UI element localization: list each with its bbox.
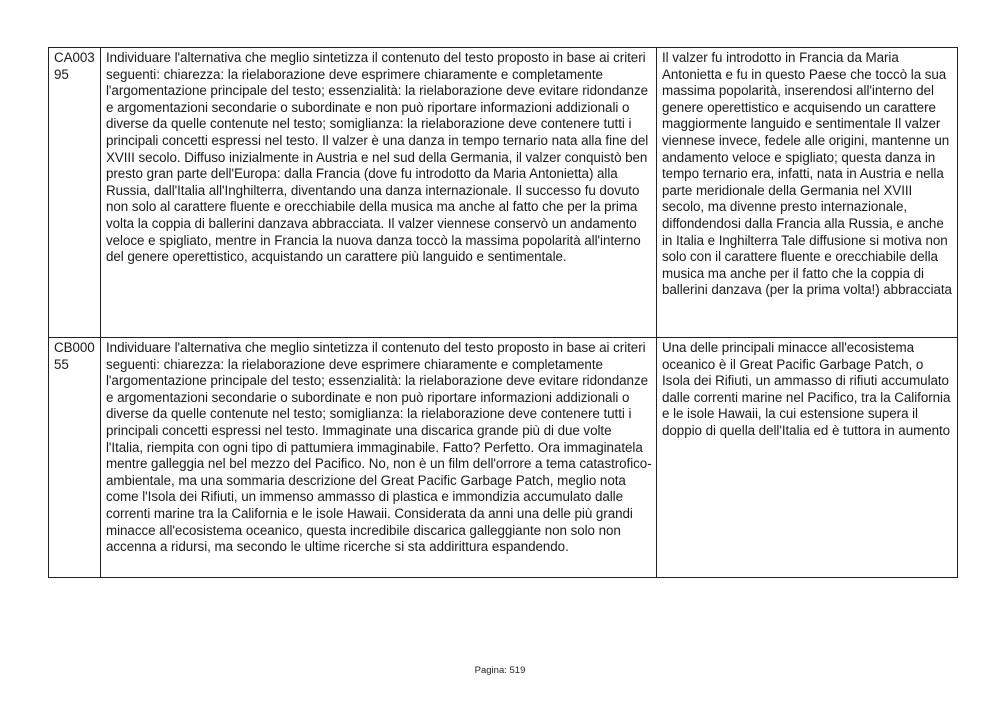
table-row	[49, 338, 958, 578]
question-text: Individuare l'alternativa che meglio sintetizza il contenuto del testo proposto in base ai criteri seguenti: chiarezza: la rielaborazione deve esprimere chiaramente e completamente l'argomentazione principale del testo; essenzialità: la rielaborazione deve evitare ridondanze e argomentazioni secondarie o subordinate e non può riportare informazioni addizionali o diverse da quelle contenute nel testo; somiglianza: la rielaborazione deve contenere tutti i principali concetti espressi nel testo. Il valzer è una danza in tempo ternario nata alla fine del XVIII secolo. Diffuso inizialmente in Austria e nel sud della Germania, il valzer conquistò ben presto gran parte dell'Europa: dalla Francia (dove fu introdotto da Maria Antonietta) alla Russia, dall'Italia all'Inghilterra, diventando una danza internazionale. Il successo fu dovuto non solo al carattere fluente e orecchiabile della musica ma anche al fatto che per la prima volta la coppia di ballerini danzava abbracciata. Il valzer viennese conservò un andamento veloce e spigliato, mentre in Francia la nuova danza toccò la massima popolarità all'interno del genere operettistico, acquistando un carattere più languido e sentimentale.	[101, 48, 657, 338]
question-code: CB00055	[49, 338, 101, 578]
page-number: Pagina: 519	[474, 665, 526, 676]
answer-text: Il valzer fu introdotto in Francia da Maria Antonietta e fu in questo Paese che toccò la sua massima popolarità, inserendosi all'interno del genere operettistico e acquisendo un carattere maggiormente languido e sentimentale Il valzer viennese invece, fedele alle origini, mantenne un andamento veloce e spigliato; questa danza in tempo ternario era, infatti, nata in Austria e nella parte meridionale della Germania nel XVIII secolo, ma divenne presto internazionale, diffondendosi dalla Francia alla Russia, e anche in Italia e Inghilterra Tale diffusione si motiva non solo con il carattere fluente e orecchiabile della musica ma anche per il fatto che la coppia di ballerini danzava (per la prima volta!) abbracciata	[657, 48, 958, 338]
question-code: CA00395	[49, 48, 101, 338]
table-row	[49, 48, 958, 338]
answer-text: Una delle principali minacce all'ecosistema oceanico è il Great Pacific Garbage Patch, o Isola dei Rifiuti, un ammasso di rifiuti accumulato dalle correnti marine nel Pacifico, tra la California e le isole Hawaii, la cui estensione supera il doppio di quella dell'Italia ed è tuttora in aumento	[657, 338, 958, 578]
questions-table	[48, 47, 958, 578]
question-text: Individuare l'alternativa che meglio sintetizza il contenuto del testo proposto in base ai criteri seguenti: chiarezza: la rielaborazione deve esprimere chiaramente e completamente l'argomentazione principale del testo; essenzialità: la rielaborazione deve evitare ridondanze e argomentazioni secondarie o subordinate e non può riportare informazioni addizionali o diverse da quelle contenute nel testo; somiglianza: la rielaborazione deve contenere tutti i principali concetti espressi nel testo. Immaginate una discarica grande più di due volte l'Italia, riempita con ogni tipo di pattumiera immaginabile. Fatto? Perfetto. Ora immaginatela mentre galleggia nel bel mezzo del Pacifico. No, non è un film dell'orrore a tema catastrofico-ambientale, ma una sommaria descrizione del Great Pacific Garbage Patch, meglio nota come l'Isola dei Rifiuti, un immenso ammasso di plastica e immondizia accumulato dalle correnti marine tra la California e le isole Hawaii. Considerata da anni una delle più grandi minacce all'ecosistema oceanico, questa incredibile discarica galleggiante non solo non accenna a ridursi, ma secondo le ultime ricerche si sta addirittura espandendo.	[101, 338, 657, 578]
